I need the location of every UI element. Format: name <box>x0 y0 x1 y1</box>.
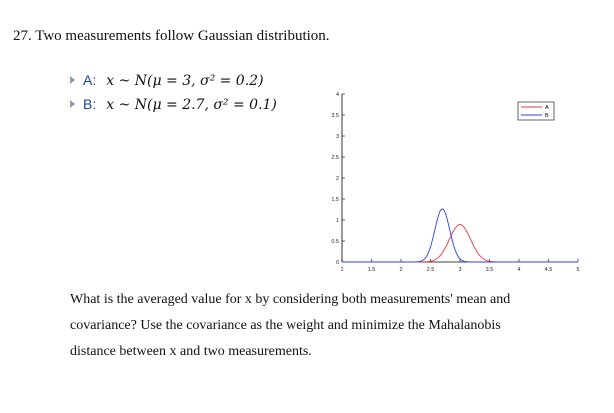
bullet-triangle-icon <box>70 76 75 84</box>
y-tick-label: 4 <box>335 92 339 98</box>
y-tick-label: 3 <box>335 134 339 140</box>
y-tick-label: 2 <box>335 176 339 182</box>
y-tick-label: 0 <box>335 260 339 266</box>
item-a <box>70 72 264 90</box>
y-tick-label: 1 <box>335 218 339 224</box>
item-b-label: B: <box>83 96 97 112</box>
x-tick-label: 5 <box>576 267 580 273</box>
series-A-curve <box>342 225 578 262</box>
item-b-expression: x ~ N(μ = 2.7, σ² = 0.1) <box>106 97 277 113</box>
item-b <box>70 96 277 114</box>
x-tick-label: 2 <box>399 267 403 273</box>
prompt-line-3: distance between x and two measurements. <box>70 344 312 359</box>
bullet-triangle-icon <box>70 100 75 108</box>
series-B-curve <box>342 209 578 262</box>
legend-label-A: A <box>545 105 549 111</box>
chart-legend <box>518 102 554 120</box>
y-tick-label: 0.5 <box>331 239 339 245</box>
y-tick-label: 2.5 <box>331 155 339 161</box>
question-title: 27. Two measurements follow Gaussian distribution. <box>13 28 330 44</box>
gaussian-chart <box>320 84 580 284</box>
y-tick-label: 3.5 <box>331 113 339 119</box>
x-tick-label: 4.5 <box>544 267 553 273</box>
x-tick-label: 2.5 <box>426 267 435 273</box>
chart-series-group <box>342 209 578 262</box>
x-tick-label: 3.5 <box>485 267 494 273</box>
x-tick-label: 1.5 <box>367 267 376 273</box>
item-a-expression: x ~ N(μ = 3, σ² = 0.2) <box>106 73 264 89</box>
item-a-label: A: <box>83 72 97 88</box>
y-tick-label: 1.5 <box>331 197 339 203</box>
prompt-line-1: What is the averaged value for x by considering both measurements' mean and <box>70 292 511 307</box>
prompt-line-2: covariance? Use the covariance as the weight and minimize the Mahalanobis <box>70 318 501 333</box>
x-tick-label: 4 <box>517 267 521 273</box>
legend-label-B: B <box>545 113 549 119</box>
x-tick-label: 1 <box>340 267 344 273</box>
x-tick-label: 3 <box>458 267 462 273</box>
